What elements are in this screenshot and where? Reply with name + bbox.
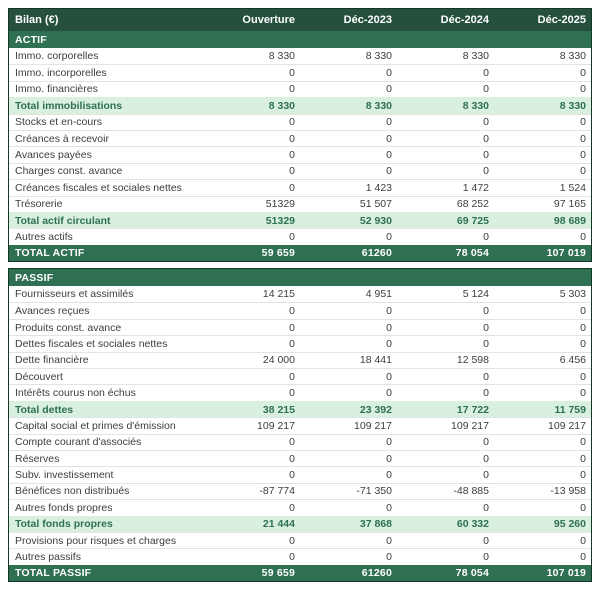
cell-value-dec-2023: 0 <box>386 83 392 96</box>
table-row <box>9 483 591 499</box>
cell-value-dec-2023: 0 <box>386 116 392 129</box>
cell-value-dec-2023: 1 423 <box>365 181 392 194</box>
cell-value-dec-2024: 0 <box>483 387 489 400</box>
cell-value-dec-2023: 109 217 <box>354 419 392 432</box>
row-label: Autres fonds propres <box>15 501 113 514</box>
cell-value-dec-2023: 0 <box>386 67 392 80</box>
cell-value-dec-2024: 0 <box>483 534 489 547</box>
cell-value-dec-2024: 8 330 <box>462 99 489 112</box>
cell-value-dec-2023: 0 <box>386 469 392 482</box>
table-row <box>9 466 591 482</box>
cell-value-ouverture: 8 330 <box>268 99 295 112</box>
cell-value-ouverture: 0 <box>289 67 295 80</box>
table-row <box>9 212 591 228</box>
section-title: ACTIF <box>15 33 47 46</box>
table-row <box>9 548 591 564</box>
cell-value-dec-2023: 0 <box>386 337 392 350</box>
cell-value-ouverture: 0 <box>289 321 295 334</box>
cell-value-dec-2025: 107 019 <box>546 567 586 580</box>
cell-value-dec-2025: 0 <box>580 116 586 129</box>
cell-value-dec-2025: 0 <box>580 321 586 334</box>
cell-value-dec-2024: -48 885 <box>453 485 489 498</box>
cell-value-dec-2024: 0 <box>483 551 489 564</box>
cell-value-ouverture: 109 217 <box>257 419 295 432</box>
cell-value-dec-2025: 0 <box>580 149 586 162</box>
cell-value-ouverture: 0 <box>289 230 295 243</box>
row-label: Intérêts courus non échus <box>15 387 136 400</box>
table-row <box>9 335 591 351</box>
cell-value-dec-2024: 78 054 <box>455 247 489 260</box>
cell-value-dec-2025: 109 217 <box>548 419 586 432</box>
cell-value-ouverture: 0 <box>289 149 295 162</box>
section-rows-actif <box>9 48 591 261</box>
cell-value-dec-2023: 23 392 <box>359 403 392 416</box>
table-row <box>9 368 591 384</box>
cell-value-dec-2025: 0 <box>580 501 586 514</box>
row-label: Immo. corporelles <box>15 50 99 63</box>
cell-value-ouverture: 38 215 <box>262 403 295 416</box>
cell-value-dec-2025: 11 759 <box>554 403 586 416</box>
cell-value-dec-2025: 0 <box>580 534 586 547</box>
cell-value-dec-2023: 0 <box>386 165 392 178</box>
cell-value-ouverture: 0 <box>289 165 295 178</box>
cell-value-dec-2025: 0 <box>580 387 586 400</box>
cell-value-dec-2025: 0 <box>580 452 586 465</box>
cell-value-ouverture: 8 330 <box>268 50 295 63</box>
cell-value-dec-2023: 0 <box>386 452 392 465</box>
row-label: Dettes fiscales et sociales nettes <box>15 337 168 350</box>
cell-value-dec-2024: 0 <box>483 132 489 145</box>
cell-value-dec-2023: 0 <box>386 132 392 145</box>
cell-value-dec-2023: 0 <box>386 534 392 547</box>
cell-value-dec-2025: 0 <box>580 67 586 80</box>
table-row <box>9 245 591 261</box>
cell-value-dec-2024: 1 472 <box>462 181 489 194</box>
table-row <box>9 81 591 97</box>
cell-value-dec-2023: 18 441 <box>359 354 392 367</box>
table-row <box>9 319 591 335</box>
row-label: Stocks et en-cours <box>15 116 102 129</box>
cell-value-dec-2023: 0 <box>386 501 392 514</box>
cell-value-ouverture: 0 <box>289 534 295 547</box>
table-row <box>9 302 591 318</box>
cell-value-ouverture: 0 <box>289 551 295 564</box>
cell-value-dec-2025: -13 958 <box>550 485 586 498</box>
cell-value-dec-2023: 8 330 <box>365 99 392 112</box>
cell-value-dec-2024: 0 <box>483 165 489 178</box>
actif-table <box>8 8 592 262</box>
cell-value-dec-2023: 8 330 <box>365 50 392 63</box>
row-label: Immo. incorporelles <box>15 67 107 80</box>
row-label: Avances reçues <box>15 305 90 318</box>
cell-value-dec-2024: 17 722 <box>456 403 489 416</box>
cell-value-ouverture: 0 <box>289 83 295 96</box>
cell-value-dec-2024: 78 054 <box>455 567 489 580</box>
row-label: Subv. investissement <box>15 469 114 482</box>
passif-table <box>8 268 592 582</box>
cell-value-ouverture: 0 <box>289 501 295 514</box>
cell-value-dec-2024: 0 <box>483 452 489 465</box>
cell-value-ouverture: 0 <box>289 370 295 383</box>
row-label: Produits const. avance <box>15 321 122 334</box>
cell-value-dec-2024: 68 252 <box>456 198 489 211</box>
cell-value-dec-2023: 52 930 <box>359 214 392 227</box>
cell-value-dec-2025: 0 <box>580 230 586 243</box>
cell-value-dec-2024: 0 <box>483 321 489 334</box>
row-label: Total actif circulant <box>15 214 111 227</box>
cell-value-dec-2025: 95 260 <box>553 518 586 531</box>
table-row <box>9 114 591 130</box>
table-row <box>9 516 591 532</box>
cell-value-dec-2024: 0 <box>483 469 489 482</box>
cell-value-dec-2025: 0 <box>580 469 586 482</box>
cell-value-ouverture: 0 <box>289 116 295 129</box>
cell-value-dec-2024: 0 <box>483 116 489 129</box>
row-label: Autres passifs <box>15 551 81 564</box>
cell-value-ouverture: 24 000 <box>262 354 295 367</box>
cell-value-dec-2025: 0 <box>580 370 586 383</box>
row-label: Dette financière <box>15 354 89 367</box>
table-row <box>9 97 591 113</box>
cell-value-ouverture: 0 <box>289 132 295 145</box>
cell-value-dec-2023: 0 <box>386 551 392 564</box>
table-row <box>9 565 591 581</box>
cell-value-dec-2025: 0 <box>580 436 586 449</box>
cell-value-dec-2025: 5 303 <box>559 288 586 301</box>
cell-value-dec-2025: 8 330 <box>559 50 586 63</box>
column-header-dec-2023: Déc-2023 <box>343 14 392 26</box>
cell-value-ouverture: 0 <box>289 452 295 465</box>
cell-value-dec-2023: -71 350 <box>356 485 392 498</box>
table-row <box>9 417 591 433</box>
row-label: Capital social et primes d'émission <box>15 419 176 432</box>
cell-value-ouverture: 0 <box>289 436 295 449</box>
cell-value-dec-2025: 0 <box>580 83 586 96</box>
row-label: Provisions pour risques et charges <box>15 534 177 547</box>
section-header-actif <box>9 31 591 48</box>
row-label: Fournisseurs et assimilés <box>15 288 134 301</box>
row-label: TOTAL PASSIF <box>15 567 92 580</box>
row-label: Total dettes <box>15 403 74 416</box>
cell-value-ouverture: -87 774 <box>259 485 295 498</box>
cell-value-dec-2023: 0 <box>386 321 392 334</box>
cell-value-dec-2024: 0 <box>483 337 489 350</box>
cell-value-ouverture: 21 444 <box>262 518 295 531</box>
cell-value-ouverture: 51329 <box>265 214 295 227</box>
cell-value-dec-2025: 0 <box>580 305 586 318</box>
row-label: Autres actifs <box>15 230 73 243</box>
cell-value-dec-2023: 61260 <box>361 247 392 260</box>
cell-value-dec-2023: 51 507 <box>359 198 392 211</box>
cell-value-ouverture: 0 <box>289 469 295 482</box>
table-header-row <box>9 9 591 31</box>
table-row <box>9 196 591 212</box>
cell-value-dec-2024: 0 <box>483 67 489 80</box>
cell-value-dec-2023: 0 <box>386 230 392 243</box>
cell-value-dec-2025: 107 019 <box>546 247 586 260</box>
row-label: Créances fiscales et sociales nettes <box>15 181 182 194</box>
cell-value-dec-2024: 0 <box>483 83 489 96</box>
balance-sheet-table <box>8 8 592 582</box>
cell-value-dec-2023: 0 <box>386 436 392 449</box>
cell-value-dec-2024: 0 <box>483 230 489 243</box>
row-label: Bénéfices non distribués <box>15 485 130 498</box>
column-header-dec-2024: Déc-2024 <box>440 14 489 26</box>
table-row <box>9 286 591 302</box>
cell-value-dec-2024: 109 217 <box>451 419 489 432</box>
table-row <box>9 434 591 450</box>
table-row <box>9 499 591 515</box>
row-label: Trésorerie <box>15 198 63 211</box>
cell-value-dec-2025: 97 165 <box>553 198 586 211</box>
table-title: Bilan (€) <box>15 14 59 26</box>
cell-value-dec-2023: 0 <box>386 149 392 162</box>
cell-value-dec-2025: 0 <box>580 337 586 350</box>
row-label: Découvert <box>15 370 63 383</box>
row-label: Immo. financières <box>15 83 98 96</box>
cell-value-dec-2023: 37 868 <box>359 518 392 531</box>
cell-value-dec-2023: 4 951 <box>365 288 392 301</box>
cell-value-dec-2025: 8 330 <box>559 99 586 112</box>
row-label: Charges const. avance <box>15 165 123 178</box>
table-row <box>9 130 591 146</box>
cell-value-dec-2023: 0 <box>386 305 392 318</box>
cell-value-dec-2024: 69 725 <box>456 214 489 227</box>
table-row <box>9 384 591 400</box>
cell-value-dec-2023: 0 <box>386 370 392 383</box>
cell-value-dec-2023: 61260 <box>361 567 392 580</box>
cell-value-dec-2024: 0 <box>483 436 489 449</box>
table-row <box>9 146 591 162</box>
table-row <box>9 64 591 80</box>
cell-value-dec-2024: 5 124 <box>462 288 489 301</box>
row-label: Total fonds propres <box>15 518 113 531</box>
cell-value-ouverture: 51329 <box>265 198 295 211</box>
cell-value-ouverture: 0 <box>289 337 295 350</box>
cell-value-dec-2024: 0 <box>483 305 489 318</box>
cell-value-ouverture: 0 <box>289 387 295 400</box>
row-label: Compte courant d'associés <box>15 436 142 449</box>
cell-value-dec-2024: 12 598 <box>456 354 489 367</box>
table-row <box>9 532 591 548</box>
section-title: PASSIF <box>15 271 54 284</box>
cell-value-dec-2025: 6 456 <box>559 354 586 367</box>
cell-value-dec-2024: 0 <box>483 501 489 514</box>
cell-value-ouverture: 59 659 <box>261 567 295 580</box>
row-label: Créances à recevoir <box>15 132 109 145</box>
cell-value-dec-2024: 60 332 <box>456 518 489 531</box>
row-label: Réserves <box>15 452 60 465</box>
table-row <box>9 228 591 244</box>
cell-value-dec-2024: 0 <box>483 370 489 383</box>
table-row <box>9 163 591 179</box>
cell-value-ouverture: 0 <box>289 181 295 194</box>
cell-value-dec-2025: 0 <box>580 132 586 145</box>
table-row <box>9 401 591 417</box>
row-label: Avances payées <box>15 149 92 162</box>
cell-value-dec-2024: 0 <box>483 149 489 162</box>
table-row <box>9 352 591 368</box>
row-label: TOTAL ACTIF <box>15 247 85 260</box>
table-row <box>9 48 591 64</box>
column-header-ouverture: Ouverture <box>242 14 295 26</box>
cell-value-ouverture: 14 215 <box>262 288 295 301</box>
cell-value-ouverture: 59 659 <box>261 247 295 260</box>
cell-value-dec-2025: 1 524 <box>559 181 586 194</box>
cell-value-ouverture: 0 <box>289 305 295 318</box>
cell-value-dec-2025: 0 <box>580 165 586 178</box>
row-label: Total immobilisations <box>15 99 123 112</box>
cell-value-dec-2024: 8 330 <box>462 50 489 63</box>
cell-value-dec-2025: 0 <box>580 551 586 564</box>
table-row <box>9 179 591 195</box>
cell-value-dec-2023: 0 <box>386 387 392 400</box>
cell-value-dec-2025: 98 689 <box>553 214 586 227</box>
section-rows-passif <box>9 286 591 581</box>
column-header-dec-2025: Déc-2025 <box>537 14 586 26</box>
table-row <box>9 450 591 466</box>
section-header-passif <box>9 269 591 286</box>
